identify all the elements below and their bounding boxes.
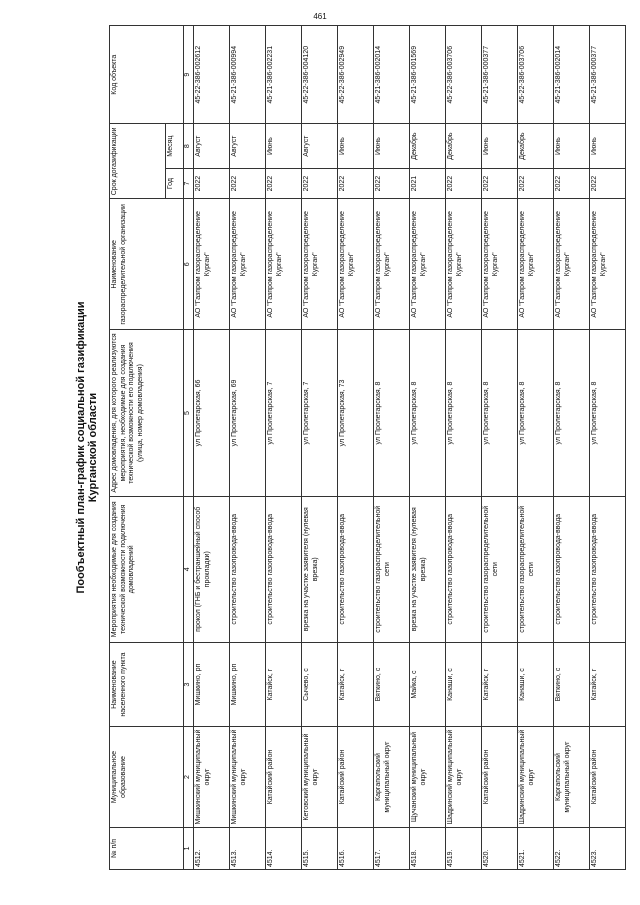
column-number: 1 xyxy=(184,827,194,869)
cell-num: 4520. xyxy=(482,827,518,869)
cell-locality: Катайск, г xyxy=(482,642,518,726)
cell-municipality: Шадринский муниципальный округ xyxy=(518,727,554,828)
cell-num: 4518. xyxy=(410,827,446,869)
title-line-1: Пообъектный план-график социальной газификации xyxy=(75,301,87,594)
page-number: 461 xyxy=(313,12,327,21)
column-numbers-row xyxy=(184,26,194,870)
header-municipality: Муниципальное образование xyxy=(110,727,184,828)
cell-address: ул Пролетарская, 8 xyxy=(590,330,626,496)
cell-num: 4512. xyxy=(194,827,230,869)
table-row xyxy=(266,26,302,870)
cell-month: Август xyxy=(230,124,266,168)
cell-locality: Мишкино, рп xyxy=(230,642,266,726)
cell-org: АО "Газпром газораспределение Курган" xyxy=(518,199,554,330)
cell-month: Июнь xyxy=(482,124,518,168)
table-row xyxy=(554,26,590,870)
table-row xyxy=(194,26,230,870)
cell-measures: строительство газопровода-ввода xyxy=(446,496,482,642)
cell-address: ул Пролетарская, 8 xyxy=(482,330,518,496)
header-num: № п/п xyxy=(110,827,184,869)
cell-org: АО "Газпром газораспределение Курган" xyxy=(410,199,446,330)
cell-locality: Вяткино, с xyxy=(554,642,590,726)
cell-measures: строительство газопровода-ввода xyxy=(590,496,626,642)
cell-org: АО "Газпром газораспределение Курган" xyxy=(194,199,230,330)
cell-org: АО "Газпром газораспределение Курган" xyxy=(554,199,590,330)
rotated-document xyxy=(75,25,607,870)
title-line-2: Курганской области xyxy=(87,392,99,503)
cell-code: 45-22-386-003706 xyxy=(518,26,554,124)
cell-org: АО "Газпром газораспределение Курган" xyxy=(374,199,410,330)
cell-month: Июнь xyxy=(374,124,410,168)
column-number: 9 xyxy=(184,26,194,124)
cell-locality: Майка, с xyxy=(410,642,446,726)
cell-num: 4519. xyxy=(446,827,482,869)
cell-org: АО "Газпром газораспределение Курган" xyxy=(482,199,518,330)
cell-measures: строительство газораспределительной сети xyxy=(374,496,410,642)
header-measures: Мероприятия необходимые для создания технической возможности подключения домовладений xyxy=(110,496,184,642)
cell-code: 45-21-386-002231 xyxy=(266,26,302,124)
cell-measures: строительство газопровода-ввода xyxy=(230,496,266,642)
cell-org: АО "Газпром газораспределение Курган" xyxy=(590,199,626,330)
column-number: 7 xyxy=(184,168,194,198)
cell-locality: Катайск, г xyxy=(266,642,302,726)
cell-municipality: Катайский район xyxy=(482,727,518,828)
cell-locality: Катайск, г xyxy=(590,642,626,726)
cell-year: 2022 xyxy=(266,168,302,198)
column-number: 4 xyxy=(184,496,194,642)
gasification-table xyxy=(109,25,626,870)
cell-address: ул Пролетарская, 7 xyxy=(266,330,302,496)
cell-measures: врезка на участке заявителя (нулевая врезка) xyxy=(410,496,446,642)
column-number: 3 xyxy=(184,642,194,726)
cell-code: 45-21-386-000377 xyxy=(590,26,626,124)
cell-org: АО "Газпром газораспределение Курган" xyxy=(302,199,338,330)
cell-year: 2021 xyxy=(410,168,446,198)
cell-code: 45-22-386-002612 xyxy=(194,26,230,124)
table-row xyxy=(518,26,554,870)
cell-year: 2022 xyxy=(554,168,590,198)
cell-municipality: Катайский район xyxy=(590,727,626,828)
cell-municipality: Мишкинский муниципальный округ xyxy=(230,727,266,828)
cell-num: 4521. xyxy=(518,827,554,869)
cell-year: 2022 xyxy=(302,168,338,198)
document-title xyxy=(75,25,99,870)
column-number: 2 xyxy=(184,727,194,828)
cell-address: ул Пролетарская, 73 xyxy=(338,330,374,496)
cell-num: 4523. xyxy=(590,827,626,869)
cell-municipality: Каргапольский муниципальный округ xyxy=(374,727,410,828)
cell-municipality: Каргапольский муниципальный округ xyxy=(554,727,590,828)
cell-locality: Катайск, г xyxy=(338,642,374,726)
header-code: Код объекта xyxy=(110,26,184,124)
header-month: Месяц xyxy=(166,124,184,168)
cell-month: Декабрь xyxy=(410,124,446,168)
cell-measures: строительство газопровода-ввода xyxy=(266,496,302,642)
column-number: 5 xyxy=(184,330,194,496)
cell-address: ул Пролетарская, 8 xyxy=(446,330,482,496)
cell-code: 45-21-386-002014 xyxy=(374,26,410,124)
cell-address: ул Пролетарская, 8 xyxy=(554,330,590,496)
cell-locality: Канаши, с xyxy=(446,642,482,726)
cell-municipality: Щучанский муниципальный округ xyxy=(410,727,446,828)
cell-month: Июнь xyxy=(338,124,374,168)
table-row xyxy=(338,26,374,870)
cell-locality: Сычево, с xyxy=(302,642,338,726)
cell-year: 2022 xyxy=(374,168,410,198)
cell-num: 4515. xyxy=(302,827,338,869)
cell-month: Июнь xyxy=(554,124,590,168)
cell-municipality: Катайский район xyxy=(338,727,374,828)
cell-address: ул Пролетарская, 7 xyxy=(302,330,338,496)
cell-month: Август xyxy=(194,124,230,168)
header-org: Наименование газораспределительной организации xyxy=(110,199,184,330)
cell-municipality: Шадринский муниципальный округ xyxy=(446,727,482,828)
cell-org: АО "Газпром газораспределение Курган" xyxy=(446,199,482,330)
header-locality: Наименование населенного пункта xyxy=(110,642,184,726)
cell-locality: Мишкино, рп xyxy=(194,642,230,726)
table-row xyxy=(446,26,482,870)
cell-measures: строительство газопровода-ввода xyxy=(338,496,374,642)
cell-num: 4522. xyxy=(554,827,590,869)
header-deadline: Срок догазификации xyxy=(110,124,166,199)
table-row xyxy=(590,26,626,870)
cell-year: 2022 xyxy=(590,168,626,198)
table-body xyxy=(194,26,626,870)
cell-num: 4517. xyxy=(374,827,410,869)
column-number: 6 xyxy=(184,199,194,330)
cell-month: Июнь xyxy=(266,124,302,168)
cell-measures: строительство газораспределительной сети xyxy=(518,496,554,642)
cell-measures: строительство газопровода-ввода xyxy=(554,496,590,642)
cell-municipality: Катайский район xyxy=(266,727,302,828)
cell-month: Декабрь xyxy=(518,124,554,168)
cell-locality: Вяткино, с xyxy=(374,642,410,726)
cell-code: 45-21-386-000377 xyxy=(482,26,518,124)
table-row xyxy=(482,26,518,870)
cell-month: Август xyxy=(302,124,338,168)
cell-address: ул Пролетарская, 69 xyxy=(230,330,266,496)
cell-code: 45-22-386-002949 xyxy=(338,26,374,124)
cell-municipality: Кетовский муниципальный округ xyxy=(302,727,338,828)
cell-month: Июнь xyxy=(590,124,626,168)
header-address: Адрес домовладения, для которого реализуются мероприятия, необходимые для создания технической возможности его подключения (улица, номер домовладения) xyxy=(110,330,184,496)
cell-measures: прокол (ГНБ и бестраншейный способ прокладки) xyxy=(194,496,230,642)
header-year: Год xyxy=(166,168,184,198)
cell-measures: врезка на участке заявителя (нулевая врезка) xyxy=(302,496,338,642)
cell-locality: Канаши, с xyxy=(518,642,554,726)
table-row xyxy=(374,26,410,870)
cell-year: 2022 xyxy=(194,168,230,198)
cell-address: ул Пролетарская, 8 xyxy=(410,330,446,496)
cell-measures: строительство газораспределительной сети xyxy=(482,496,518,642)
cell-num: 4514. xyxy=(266,827,302,869)
cell-year: 2022 xyxy=(482,168,518,198)
cell-code: 45-21-386-001569 xyxy=(410,26,446,124)
cell-address: ул Пролетарская, 66 xyxy=(194,330,230,496)
cell-year: 2022 xyxy=(446,168,482,198)
cell-num: 4516. xyxy=(338,827,374,869)
cell-year: 2022 xyxy=(518,168,554,198)
cell-code: 45-22-386-003706 xyxy=(446,26,482,124)
cell-municipality: Мишкинский муниципальный округ xyxy=(194,727,230,828)
cell-code: 45-22-386-004120 xyxy=(302,26,338,124)
column-number: 8 xyxy=(184,124,194,168)
cell-org: АО "Газпром газораспределение Курган" xyxy=(266,199,302,330)
cell-month: Декабрь xyxy=(446,124,482,168)
table-row xyxy=(230,26,266,870)
cell-year: 2022 xyxy=(338,168,374,198)
cell-year: 2022 xyxy=(230,168,266,198)
cell-num: 4513. xyxy=(230,827,266,869)
cell-address: ул Пролетарская, 8 xyxy=(374,330,410,496)
cell-address: ул Пролетарская, 8 xyxy=(518,330,554,496)
cell-org: АО "Газпром газораспределение Курган" xyxy=(338,199,374,330)
cell-org: АО "Газпром газораспределение Курган" xyxy=(230,199,266,330)
table-row xyxy=(410,26,446,870)
cell-code: 45-21-386-000994 xyxy=(230,26,266,124)
cell-code: 45-21-386-002014 xyxy=(554,26,590,124)
table-row xyxy=(302,26,338,870)
